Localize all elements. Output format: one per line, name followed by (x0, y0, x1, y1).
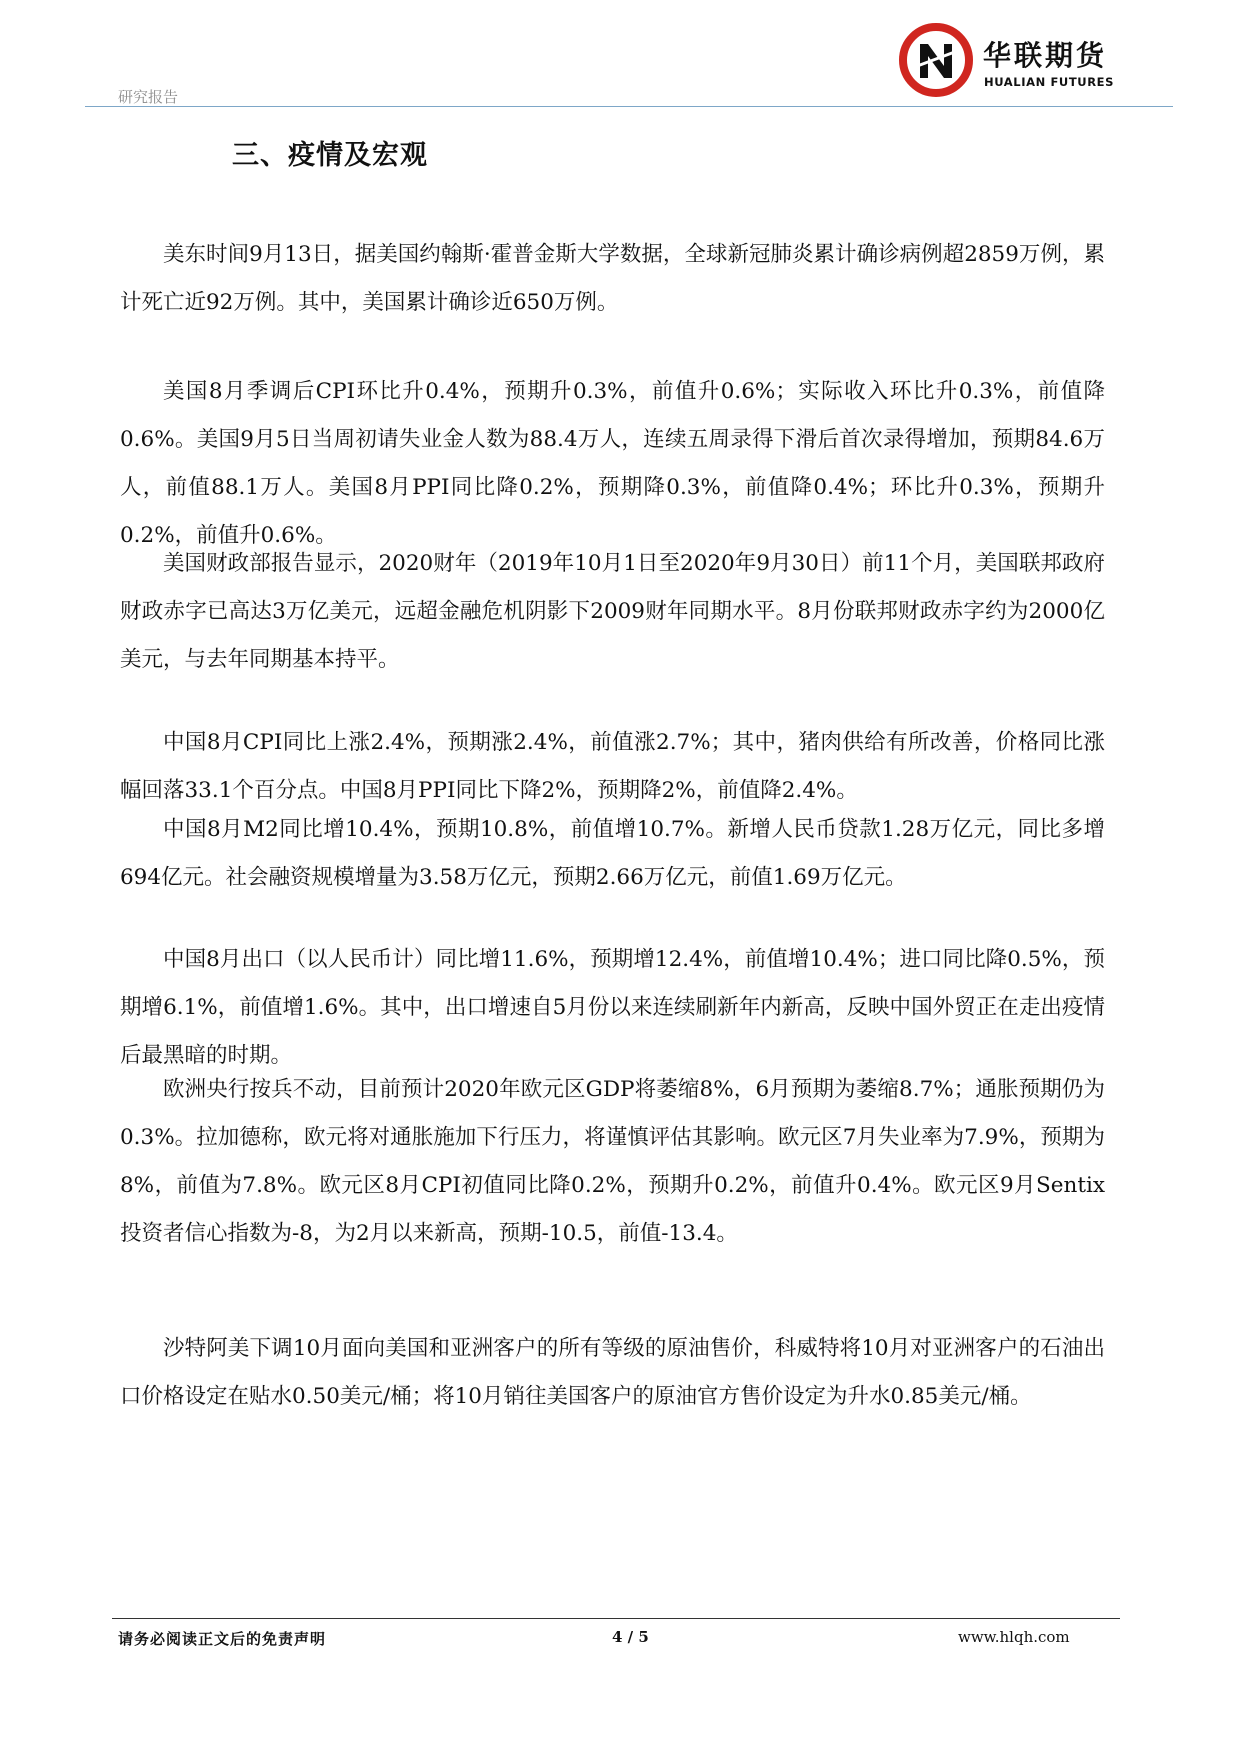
paragraph-covid: 美东时间9月13日，据美国约翰斯·霍普金斯大学数据，全球新冠肺炎累计确诊病例超2859万例，累计死亡近92万例。其中，美国累计确诊近650万例。 (120, 241, 1105, 315)
footer-disclaimer: 请务必阅读正文后的免责声明 (118, 1630, 327, 1648)
paragraph-china-trade: 中国8月出口（以人民币计）同比增11.6%，预期增12.4%，前值增10.4%；进口同比降0.5%，预期增6.1%，前值增1.6%。其中，出口增速自5月份以来连续刷新年内新高，反映中国外贸正在走出疫情后最黑暗的时期。 (120, 946, 1105, 1068)
logo-english-name: HUALIAN FUTURES (984, 75, 1115, 89)
footer-url[interactable]: www.hlqh.com (958, 1628, 1070, 1646)
logo-chinese-name: 华联期货 (983, 39, 1108, 72)
paragraph-us-deficit: 美国财政部报告显示，2020财年（2019年10月1日至2020年9月30日）前11个月，美国联邦政府财政赤字已高达3万亿美元，远超金融危机阴影下2009财年同期水平。8月份联邦财政赤字约为2000亿美元，与去年同期基本持平。 (120, 550, 1105, 672)
paragraph-china-cpi: 中国8月CPI同比上涨2.4%，预期涨2.4%，前值涨2.7%；其中，猪肉供给有所改善，价格同比涨幅回落33.1个百分点。中国8月PPI同比下降2%，预期降2%，前值降2.4%。 (120, 729, 1105, 803)
paragraph-us-cpi: 美国8月季调后CPI环比升0.4%，预期升0.3%，前值升0.6%；实际收入环比升0.3%，前值降0.6%。美国9月5日当周初请失业金人数为88.4万人，连续五周录得下滑后首次录得增加，预期84.6万人，前值88.1万人。美国8月PPI同比降0.2%，预期降0.3%，前值降0.4%；环比升0.3%，预期升0.2%，前值升0.6%。 (120, 378, 1105, 548)
paragraph-china-m2: 中国8月M2同比增10.4%，预期10.8%，前值增10.7%。新增人民币贷款1.28万亿元，同比多增694亿元。社会融资规模增量为3.58万亿元，预期2.66万亿元，前值1.69万亿元。 (120, 816, 1105, 890)
section-title: 三、疫情及宏观 (232, 140, 428, 171)
paragraph-oil-prices: 沙特阿美下调10月面向美国和亚洲客户的所有等级的原油售价，科威特将10月对亚洲客户的石油出口价格设定在贴水0.50美元/桶；将10月销往美国客户的原油官方售价设定为升水0.85美元/桶。 (120, 1335, 1105, 1409)
header-divider (85, 106, 1173, 107)
company-logo (880, 20, 1180, 106)
page-number: 4 / 5 (612, 1628, 649, 1646)
report-type-label: 研究报告 (118, 88, 179, 106)
footer-divider (112, 1618, 1120, 1619)
hualian-logo-icon (898, 22, 974, 98)
paragraph-ecb: 欧洲央行按兵不动，目前预计2020年欧元区GDP将萎缩8%，6月预期为萎缩8.7%；通胀预期仍为0.3%。拉加德称，欧元将对通胀施加下行压力，将谨慎评估其影响。欧元区7月失业率为7.9%，预期为8%，前值为7.8%。欧元区8月CPI初值同比降0.2%，预期升0.2%，前值升0.4%。欧元区9月Sentix投资者信心指数为-8，为2月以来新高，预期-10.5，前值-13.4。 (120, 1076, 1105, 1246)
